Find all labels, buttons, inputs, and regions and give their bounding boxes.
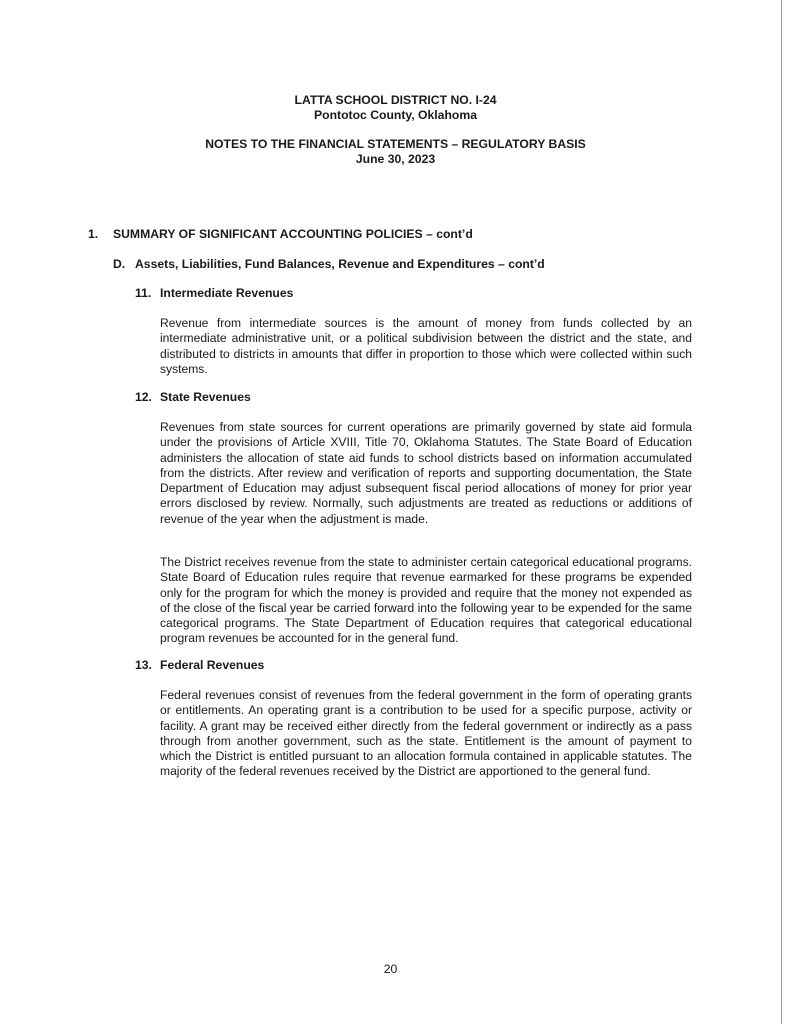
county-name: Pontotoc County, Oklahoma — [314, 108, 477, 122]
section-1-number: 1. — [88, 227, 99, 241]
intermediate-revenues-paragraph: Revenue from intermediate sources is the amount of money from funds collected by an intermediate administrative unit, or a political subdivision between the district and the state, and distributed to districts in amounts that differ in proportion to those which were collected within such systems. — [160, 316, 692, 376]
item-13-title: Federal Revenues — [160, 658, 265, 672]
state-revenues-paragraph-2: The District receives revenue from the state to administer certain categorical educational programs. State Board of Education rules require that revenue earmarked for these programs be expended only for the program for which the money is provided and require that the money not expended as of the close of the fiscal year be carried forward into the following year to be expended for the same categorical programs. The State Department of Education requires that categorical educational program revenues be accounted for in the general fund. — [160, 555, 692, 646]
item-12-title: State Revenues — [160, 390, 251, 404]
statement-date: June 30, 2023 — [355, 152, 436, 166]
district-name: LATTA SCHOOL DISTRICT NO. I-24 — [294, 93, 497, 107]
notes-title: NOTES TO THE FINANCIAL STATEMENTS – REGULATORY BASIS — [205, 137, 586, 151]
federal-revenues-paragraph: Federal revenues consist of revenues from the federal government in the form of operating grants or entitlements. An operating grant is a contribution to be used for a specific purpose, activity or facility. A grant may be received either directly from the federal government or indirectly as a pass through from another government, such as the state. Entitlement is the amount of payment to which the District is entitled pursuant to an allocation formula contained in applicable statutes. The majority of the federal revenues received by the District are apportioned to the general fund. — [160, 688, 692, 779]
page-number: 20 — [383, 962, 398, 976]
section-d-letter: D. — [113, 257, 126, 271]
section-d-title: Assets, Liabilities, Fund Balances, Revenue and Expenditures – cont’d — [135, 257, 545, 271]
item-12-number: 12. — [135, 390, 152, 404]
state-revenues-paragraph-1: Revenues from state sources for current operations are primarily governed by state aid formula under the provisions of Article XVIII, Title 70, Oklahoma Statutes. The State Board of Education administers the allocation of state aid funds to school districts based on information accumulated from the districts. After review and verification of reports and supporting documentation, the State Department of Education may adjust subsequent fiscal period allocations of money for prior year errors disclosed by review. Normally, such adjustments are treated as reductions or additions of revenue of the year when the adjustment is made. — [160, 420, 692, 526]
item-11-number: 11. — [135, 286, 152, 300]
item-11-title: Intermediate Revenues — [160, 286, 294, 300]
section-1-title: SUMMARY OF SIGNIFICANT ACCOUNTING POLICIES – cont’d — [113, 227, 473, 241]
item-13-number: 13. — [135, 658, 152, 672]
